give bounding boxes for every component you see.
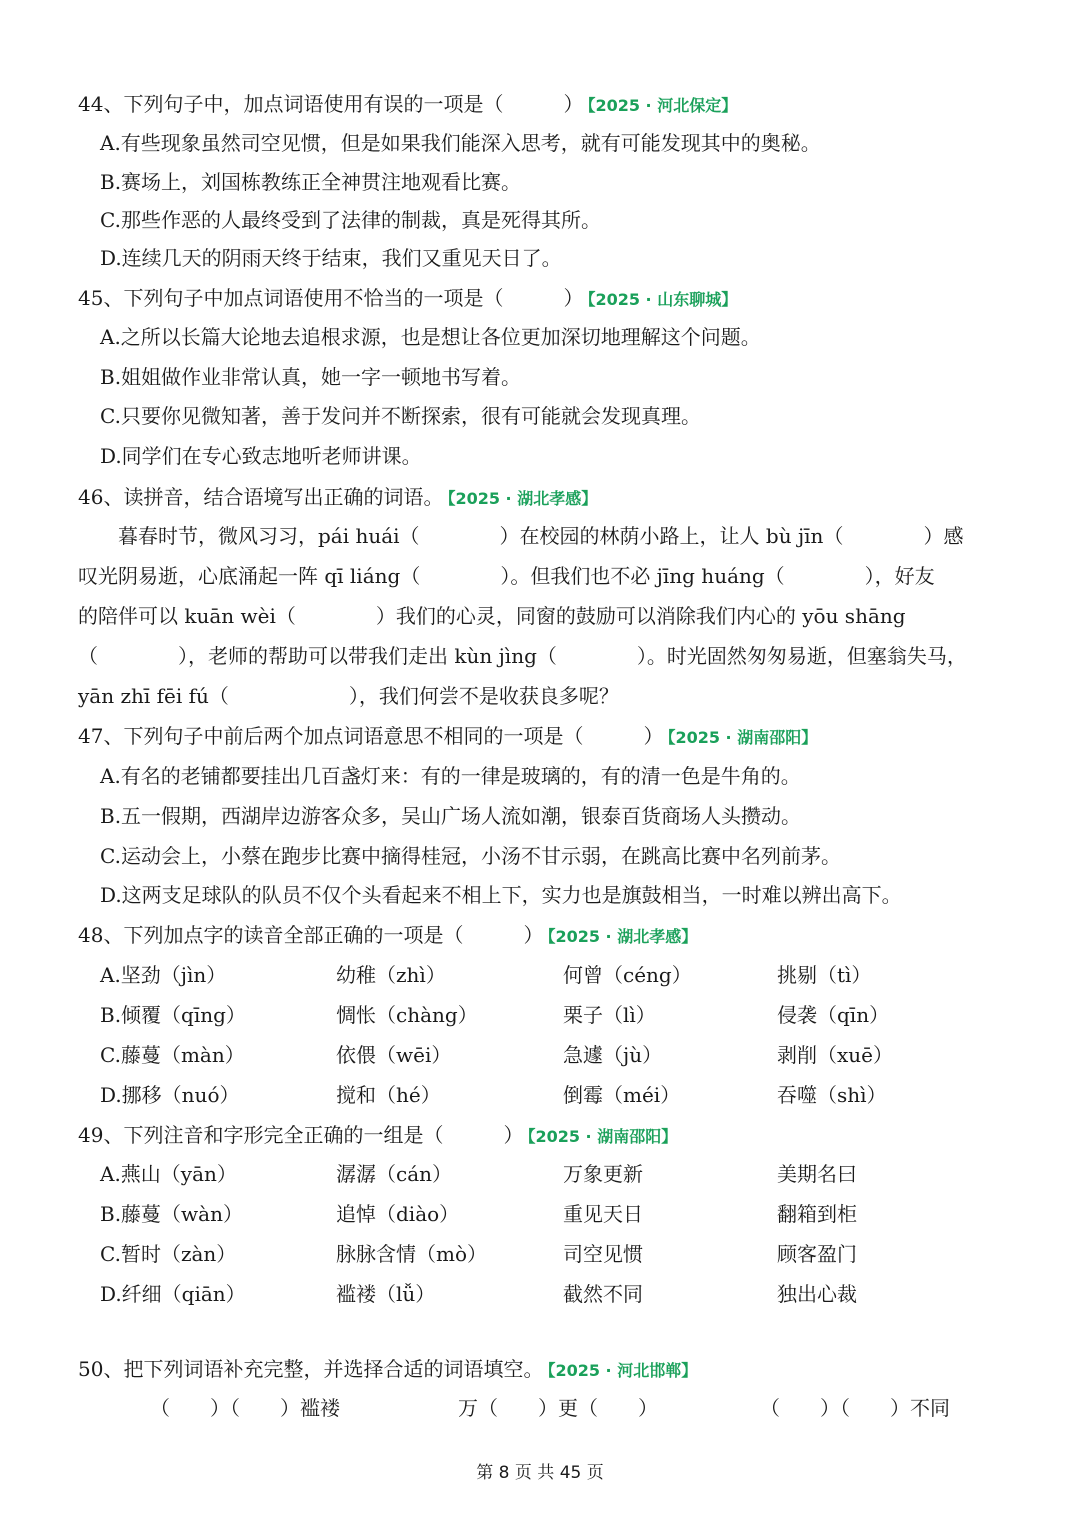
q49-a-1: A.燕山（yān） bbox=[100, 1162, 237, 1186]
q48-source-tag: 【2025 · 湖北孝感】 bbox=[547, 927, 698, 946]
q47-option-b: B.五一假期，西湖岸边游客众多，吴山广场人流如潮，银泰百货商场人头攒动。 bbox=[100, 804, 802, 828]
q49-b-1: B.藤蔓（wàn） bbox=[100, 1202, 243, 1226]
q49-d-3: 截然不同 bbox=[563, 1282, 643, 1306]
q44-option-a: A.有些现象虽然司空见惯，但是如果我们能深入思考，就有可能发现其中的奥秘。 bbox=[100, 131, 821, 155]
q49-d-1: D.纤细（qiān） bbox=[100, 1282, 246, 1306]
q44-stem: 44、下列句子中，加点词语使用有误的一项是（ ） bbox=[78, 92, 584, 116]
q49-a-2: 潺潺（cán） bbox=[336, 1162, 453, 1186]
q48-a-2: 幼稚（zhì） bbox=[336, 963, 446, 987]
q45-source-tag: 【2025 · 山东聊城】 bbox=[587, 290, 738, 309]
q46-stem-line bbox=[78, 481, 597, 510]
q48-a-1: A.坚劲（jìn） bbox=[100, 963, 227, 987]
q45-option-a: A.之所以长篇大论地去追根求源，也是想让各位更加深切地理解这个问题。 bbox=[100, 325, 761, 349]
q46-passage-line-4: （ ），老师的帮助可以带我们走出 kùn jìng（ ）。时光固然匆匆易逝，但塞翁失马， bbox=[78, 644, 967, 668]
q48-d-1: D.挪移（nuó） bbox=[100, 1083, 240, 1107]
q49-c-3: 司空见惯 bbox=[563, 1242, 643, 1266]
q48-a-4: 挑剔（tì） bbox=[777, 963, 872, 987]
q47-source-tag: 【2025 · 湖南邵阳】 bbox=[667, 728, 818, 747]
q49-source-tag: 【2025 · 湖南邵阳】 bbox=[527, 1127, 678, 1146]
q48-c-3: 急遽（jù） bbox=[563, 1043, 663, 1067]
q44-stem-line bbox=[78, 88, 737, 117]
q45-option-c: C.只要你见微知著，善于发问并不断探索，很有可能就会发现真理。 bbox=[100, 404, 701, 428]
q48-b-3: 栗子（lì） bbox=[563, 1003, 656, 1027]
q48-stem-line bbox=[78, 919, 697, 948]
q48-b-1: B.倾覆（qīng） bbox=[100, 1003, 246, 1027]
page-footer: 第 8 页 共 45 页 bbox=[476, 1463, 604, 1483]
q48-d-2: 搅和（hé） bbox=[336, 1083, 441, 1107]
q48-stem: 48、下列加点字的读音全部正确的一项是（ ） bbox=[78, 923, 544, 947]
q49-b-4: 翻箱到柜 bbox=[777, 1202, 857, 1226]
q49-c-2: 脉脉含情（mò） bbox=[336, 1242, 488, 1266]
q47-option-a: A.有名的老铺都要挂出几百盏灯来：有的一律是玻璃的，有的清一色是牛角的。 bbox=[100, 764, 801, 788]
q48-c-1: C.藤蔓（màn） bbox=[100, 1043, 245, 1067]
q45-stem-line bbox=[78, 282, 737, 311]
q47-stem-line bbox=[78, 720, 817, 749]
q50-stem-line bbox=[78, 1353, 697, 1382]
q47-option-d: D.这两支足球队的队员不仅个头看起来不相上下，实力也是旗鼓相当，一时难以辨出高下。 bbox=[100, 883, 902, 907]
q50-item-2: 万（ ）更（ ） bbox=[458, 1396, 658, 1420]
q44-option-b: B.赛场上，刘国栋教练正全神贯注地观看比赛。 bbox=[100, 170, 522, 194]
q46-passage-line-1: 暮春时节，微风习习，pái huái（ ）在校园的林荫小路上，让人 bù jīn（ ）感 bbox=[78, 524, 964, 548]
q50-stem: 50、把下列词语补充完整，并选择合适的词语填空。 bbox=[78, 1357, 544, 1381]
q49-c-1: C.暂时（zàn） bbox=[100, 1242, 237, 1266]
q49-stem: 49、下列注音和字形完全正确的一组是（ ） bbox=[78, 1123, 524, 1147]
q50-item-1: （ ）（ ）褴褛 bbox=[150, 1396, 340, 1420]
q50-item-3: （ ）（ ）不同 bbox=[760, 1396, 950, 1420]
q49-b-3: 重见天日 bbox=[563, 1202, 643, 1226]
q49-stem-line bbox=[78, 1119, 677, 1148]
q46-passage-line-3: 的陪伴可以 kuān wèi（ ）我们的心灵，同窗的鼓励可以消除我们内心的 yōu shāng bbox=[78, 604, 906, 628]
q48-a-3: 何曾（céng） bbox=[563, 963, 692, 987]
q47-stem: 47、下列句子中前后两个加点词语意思不相同的一项是（ ） bbox=[78, 724, 664, 748]
q49-a-4: 美期名曰 bbox=[777, 1162, 857, 1186]
q47-option-c: C.运动会上，小蔡在跑步比赛中摘得桂冠，小汤不甘示弱，在跳高比赛中名列前茅。 bbox=[100, 844, 841, 868]
q50-source-tag: 【2025 · 河北邯郸】 bbox=[547, 1361, 698, 1380]
q44-option-c: C.那些作恶的人最终受到了法律的制裁，真是死得其所。 bbox=[100, 208, 601, 232]
q46-stem: 46、读拼音，结合语境写出正确的词语。 bbox=[78, 485, 444, 509]
q45-option-d: D.同学们在专心致志地听老师讲课。 bbox=[100, 444, 422, 468]
q49-d-4: 独出心裁 bbox=[777, 1282, 857, 1306]
q45-option-b: B.姐姐做作业非常认真，她一字一顿地书写着。 bbox=[100, 365, 522, 389]
q48-d-3: 倒霉（méi） bbox=[563, 1083, 681, 1107]
q49-c-4: 顾客盈门 bbox=[777, 1242, 857, 1266]
q48-c-4: 剥削（xuē） bbox=[777, 1043, 893, 1067]
q46-passage-line-5: yān zhī fēi fú（ ），我们何尝不是收获良多呢？ bbox=[78, 684, 619, 708]
q48-d-4: 吞噬（shì） bbox=[777, 1083, 887, 1107]
q48-c-2: 依偎（wēi） bbox=[336, 1043, 452, 1067]
q44-source-tag: 【2025 · 河北保定】 bbox=[587, 96, 738, 115]
q49-a-3: 万象更新 bbox=[563, 1162, 643, 1186]
q45-stem: 45、下列句子中加点词语使用不恰当的一项是（ ） bbox=[78, 286, 584, 310]
q49-b-2: 追悼（diào） bbox=[336, 1202, 460, 1226]
q48-b-2: 惆怅（chàng） bbox=[336, 1003, 478, 1027]
q48-b-4: 侵袭（qīn） bbox=[777, 1003, 890, 1027]
q49-d-2: 褴褛（lǚ） bbox=[336, 1282, 436, 1306]
q46-source-tag: 【2025 · 湖北孝感】 bbox=[447, 489, 598, 508]
q44-option-d: D.连续几天的阴雨天终于结束，我们又重见天日了。 bbox=[100, 246, 562, 270]
q46-passage-line-2: 叹光阴易逝，心底涌起一阵 qī liáng（ ）。但我们也不必 jīng huáng（ ），好友 bbox=[78, 564, 935, 588]
